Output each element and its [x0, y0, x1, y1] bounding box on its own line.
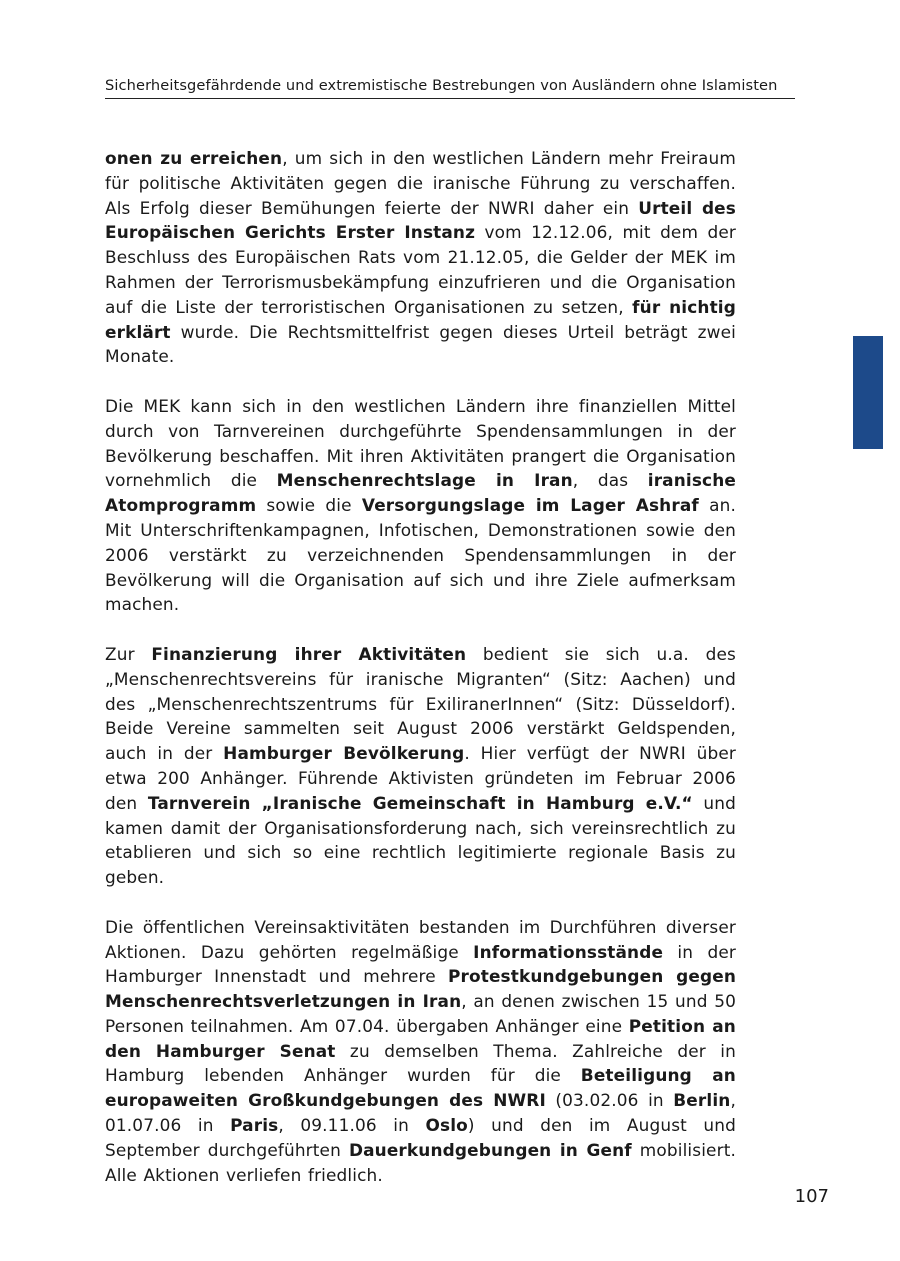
- text-run: an. Mit Unterschriftenkampagnen, Infotischen, Demonstrationen sowie den 2006 verstärkt zu verzeichnenden Spendensammlungen in der Bevölkerung will die Organisation auf sich und ihre Ziele aufmerksam machen.: [105, 495, 736, 615]
- emphasis-text: Petition an den Hamburger Senat: [105, 1015, 736, 1061]
- text-run: vom 12.12.06, mit dem der Beschluss des Europäischen Rats vom 21.12.05, die Gelder der MEK im Rahmen der Terrorismusbekämpfung einzufrieren und die Organisation auf die Liste der terroristischen Organisationen zu setzen,: [105, 222, 736, 317]
- running-header: Sicherheitsgefährdende und extremistische Bestrebungen von Ausländern ohne Islamisten: [105, 76, 795, 99]
- text-run: Die MEK kann sich in den westlichen Ländern ihre finanziellen Mittel durch von Tarnvereinen durchgeführte Spendensammlungen in der Bevölkerung beschaffen. Mit ihren Aktivitäten prangert die Organisation vornehmlich die: [105, 395, 736, 491]
- text-run: , um sich in den westlichen Ländern mehr Freiraum für politische Aktivitäten gegen die iranische Führung zu verschaffen. Als Erfolg dieser Bemühungen feierte der NWRI daher ein: [105, 148, 737, 218]
- text-run: bedient sie sich u.a. des „Menschenrechtsvereins für iranische Migranten“ (Sitz: Aachen) und des „Menschenrechtszentrums für ExiliranerInnen“ (Sitz: Düsseldorf). Beide Vereine sammelten seit August 2006 verstärkt Geldspenden, auch in der: [105, 643, 736, 764]
- text-run: mobilisiert. Alle Aktionen verliefen friedlich.: [105, 1139, 736, 1185]
- text-run: und kamen damit der Organisationsforderung nach, sich vereinsrechtlich zu etablieren und sich so eine rechtlich legitimierte regionale Basis zu geben.: [105, 792, 736, 888]
- emphasis-text: onen zu erreichen: [105, 148, 283, 168]
- emphasis-text: Finanzierung ihrer Aktivitäten: [151, 643, 467, 664]
- chapter-tab-marker: [853, 336, 883, 449]
- emphasis-text: Beteiligung an europaweiten Großkundgebungen des NWRI: [105, 1065, 736, 1111]
- text-run: , 09.11.06 in: [278, 1115, 426, 1136]
- emphasis-text: Berlin: [673, 1090, 731, 1111]
- page-number: 107: [794, 1186, 829, 1207]
- paragraph: [105, 642, 736, 890]
- emphasis-text: Urteil des Europäischen Gerichts Erster Instanz: [105, 197, 736, 243]
- text-run: . Hier verfügt der NWRI über etwa 200 Anhänger. Führende Aktivisten gründeten im Februar 2006 den: [105, 743, 736, 813]
- emphasis-text: Protestkundgebungen gegen Menschenrechtsverletzungen in Iran: [105, 966, 736, 1012]
- text-run: wurde. Die Rechtsmittelfrist gegen dieses Urteil beträgt zwei Monate.: [105, 321, 736, 367]
- text-run: zu demselben Thema. Zahlreiche der in Hamburg lebenden Anhänger wurden für die: [105, 1040, 736, 1086]
- text-run: (03.02.06 in: [545, 1090, 674, 1111]
- text-run: , das: [572, 470, 648, 491]
- body-text: [105, 146, 736, 1187]
- text-run: ) und den im August und September durchgeführten: [105, 1115, 736, 1160]
- paragraph: [105, 915, 736, 1188]
- emphasis-text: Menschenrechtslage in Iran: [276, 470, 573, 491]
- emphasis-text: Tarnverein „Iranische Gemeinschaft in Hamburg e.V.“: [147, 792, 693, 813]
- emphasis-text: Versorgungslage im Lager Ashraf: [361, 495, 699, 516]
- emphasis-text: Paris: [230, 1115, 279, 1136]
- paragraph: [105, 394, 736, 617]
- emphasis-text: Informationsstände: [473, 941, 664, 962]
- text-run: Zur: [105, 643, 152, 664]
- emphasis-text: Hamburger Bevölkerung: [223, 743, 465, 764]
- emphasis-text: Dauerkundgebungen in Genf: [348, 1139, 632, 1160]
- text-run: Die öffentlichen Vereinsaktivitäten bestanden im Durchführen diverser Aktionen. Dazu gehörten regelmäßige: [105, 916, 736, 962]
- text-run: , 01.07.06 in: [105, 1090, 736, 1136]
- paragraph: [105, 146, 736, 369]
- text-run: in der Hamburger Innenstadt und mehrere: [105, 941, 736, 987]
- text-run: , an denen zwischen 15 und 50 Personen teilnahmen. Am 07.04. übergaben Anhänger eine: [105, 991, 736, 1036]
- text-run: sowie die: [256, 495, 362, 516]
- emphasis-text: Oslo: [425, 1115, 468, 1136]
- emphasis-text: für nichtig erklärt: [105, 296, 736, 342]
- emphasis-text: iranische Atomprogramm: [105, 470, 736, 516]
